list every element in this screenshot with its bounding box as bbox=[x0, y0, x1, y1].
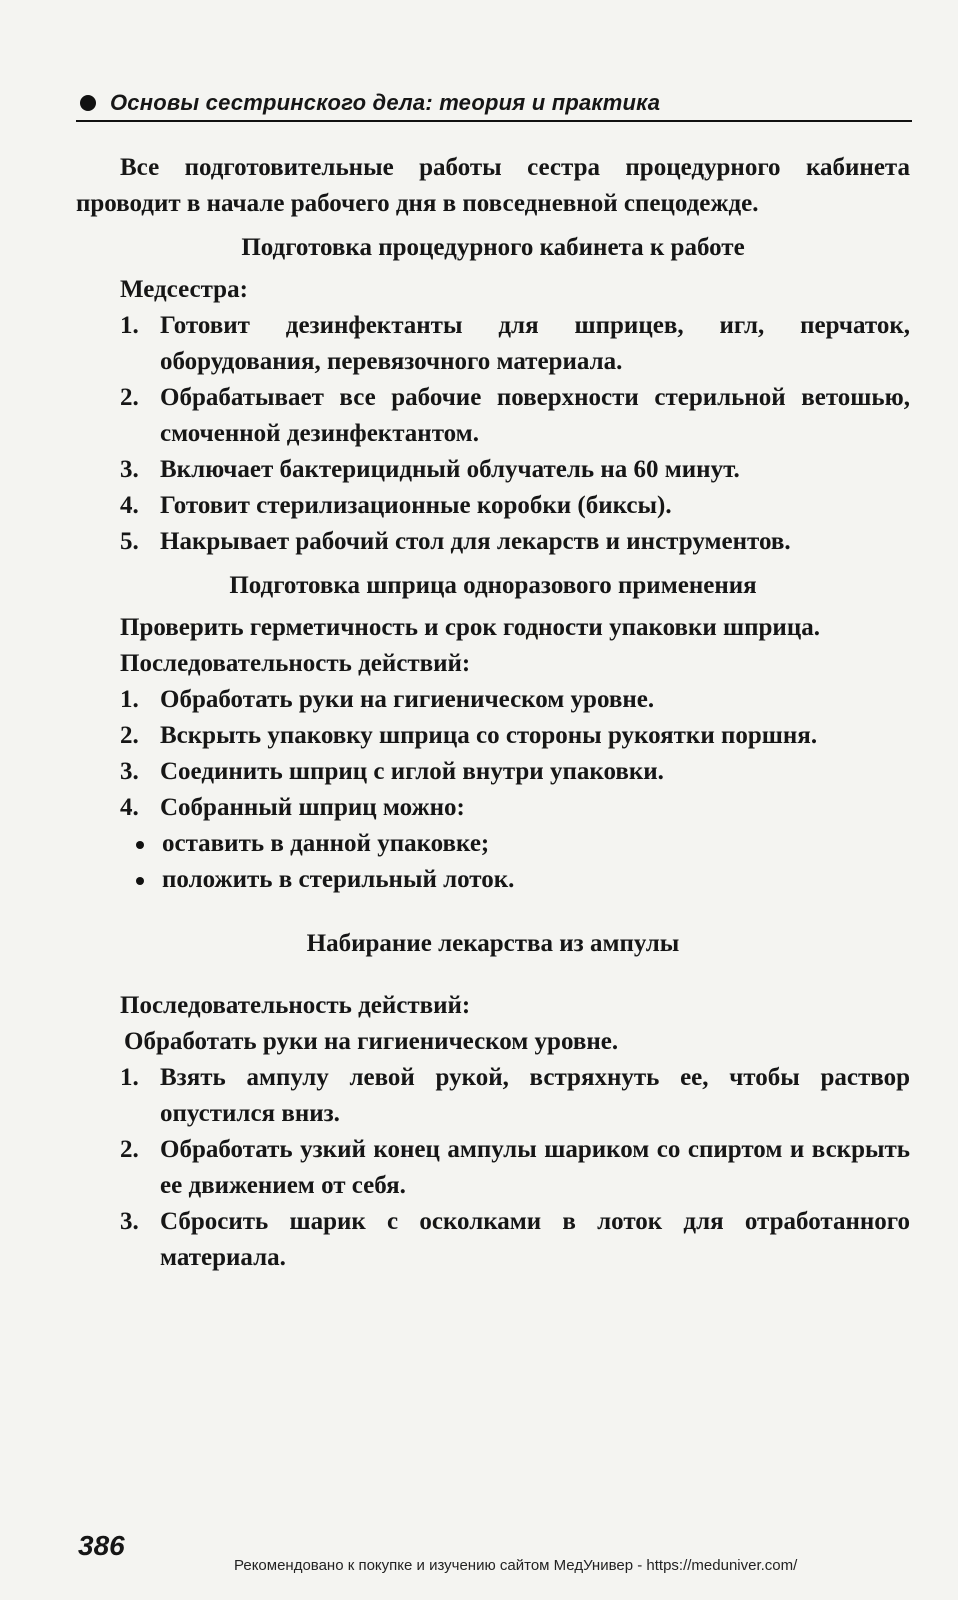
section-label-sequence-2: Последовательность действий: bbox=[120, 992, 471, 1019]
syringe-intro: Проверить герметичность и срок годности упаковки шприца. bbox=[120, 614, 820, 641]
list-item bbox=[76, 308, 910, 380]
step-text: Готовит дезинфектанты для шприцев, игл, перчаток, оборудования, перевязочного материала. bbox=[160, 312, 910, 375]
list-item bbox=[76, 1204, 910, 1276]
step-text: Соединить шприц с иглой внутри упаковки. bbox=[160, 758, 664, 785]
list-item bbox=[76, 1060, 910, 1132]
step-text: Включает бактерицидный облучатель на 60 минут. bbox=[160, 456, 740, 483]
step-number: 4. bbox=[120, 492, 139, 519]
bullet-item: оставить в данной упаковке; bbox=[76, 826, 910, 862]
header-bullet-icon bbox=[80, 95, 96, 111]
hand-hygiene-step: Обработать руки на гигиеническом уровне. bbox=[124, 1028, 619, 1055]
step-number: 2. bbox=[120, 384, 139, 411]
list-item bbox=[76, 1132, 910, 1204]
list-item bbox=[76, 790, 910, 826]
list-item bbox=[76, 488, 910, 524]
step-text: Сбросить шарик с осколками в лоток для отработанного материала. bbox=[160, 1208, 910, 1271]
syringe-options bbox=[76, 826, 910, 898]
step-number: 1. bbox=[120, 686, 139, 713]
list-item bbox=[76, 380, 910, 452]
step-text: Обработать руки на гигиеническом уровне. bbox=[160, 686, 655, 713]
bullet-item: положить в стерильный лоток. bbox=[76, 862, 910, 898]
step-number: 1. bbox=[120, 1064, 139, 1091]
step-text: Обработать узкий конец ампулы шариком со спиртом и вскрыть ее движением от себя. bbox=[160, 1136, 910, 1199]
step-text: Готовит стерилизационные коробки (биксы). bbox=[160, 492, 672, 519]
step-text: Обрабатывает все рабочие поверхности стерильной ветошью, смоченной дезинфектантом. bbox=[160, 384, 910, 447]
watermark-note: Рекомендовано к покупке и изучению сайтом МедУнивер - https://meduniver.com/ bbox=[234, 1557, 798, 1574]
step-number: 2. bbox=[120, 722, 139, 749]
step-text: Взять ампулу левой рукой, встряхнуть ее, чтобы раствор опустился вниз. bbox=[160, 1064, 910, 1127]
list-item bbox=[76, 452, 910, 488]
section-label-nurse: Медсестра: bbox=[120, 276, 248, 303]
step-number: 3. bbox=[120, 1208, 139, 1235]
ampoule-steps bbox=[76, 1060, 910, 1276]
syringe-steps bbox=[76, 682, 910, 826]
step-text: Собранный шприц можно: bbox=[160, 794, 465, 821]
list-item bbox=[76, 682, 910, 718]
page-number: 386 bbox=[78, 1530, 125, 1561]
intro-paragraph: Все подготовительные работы сестра процедурного кабинета проводит в начале рабочего дня в повседневной спецодежде. bbox=[76, 154, 910, 217]
step-text: Вскрыть упаковку шприца со стороны рукоятки поршня. bbox=[160, 722, 818, 749]
section-heading-cabinet: Подготовка процедурного кабинета к работе bbox=[241, 234, 745, 261]
step-number: 4. bbox=[120, 794, 139, 821]
section-label-sequence: Последовательность действий: bbox=[120, 650, 471, 677]
step-text: Накрывает рабочий стол для лекарств и инструментов. bbox=[160, 528, 791, 555]
list-item bbox=[76, 524, 910, 560]
section-heading-ampoule: Набирание лекарства из ампулы bbox=[306, 930, 680, 957]
section-heading-syringe: Подготовка шприца одноразового применения bbox=[229, 572, 757, 599]
cabinet-steps bbox=[76, 308, 910, 560]
step-number: 5. bbox=[120, 528, 139, 555]
list-item bbox=[76, 718, 910, 754]
step-number: 1. bbox=[120, 312, 139, 339]
step-number: 3. bbox=[120, 758, 139, 785]
running-header bbox=[76, 86, 912, 122]
page-body bbox=[76, 150, 910, 1276]
list-item bbox=[76, 754, 910, 790]
step-number: 2. bbox=[120, 1136, 139, 1163]
step-number: 3. bbox=[120, 456, 139, 483]
book-title: Основы сестринского дела: теория и практика bbox=[110, 90, 661, 115]
